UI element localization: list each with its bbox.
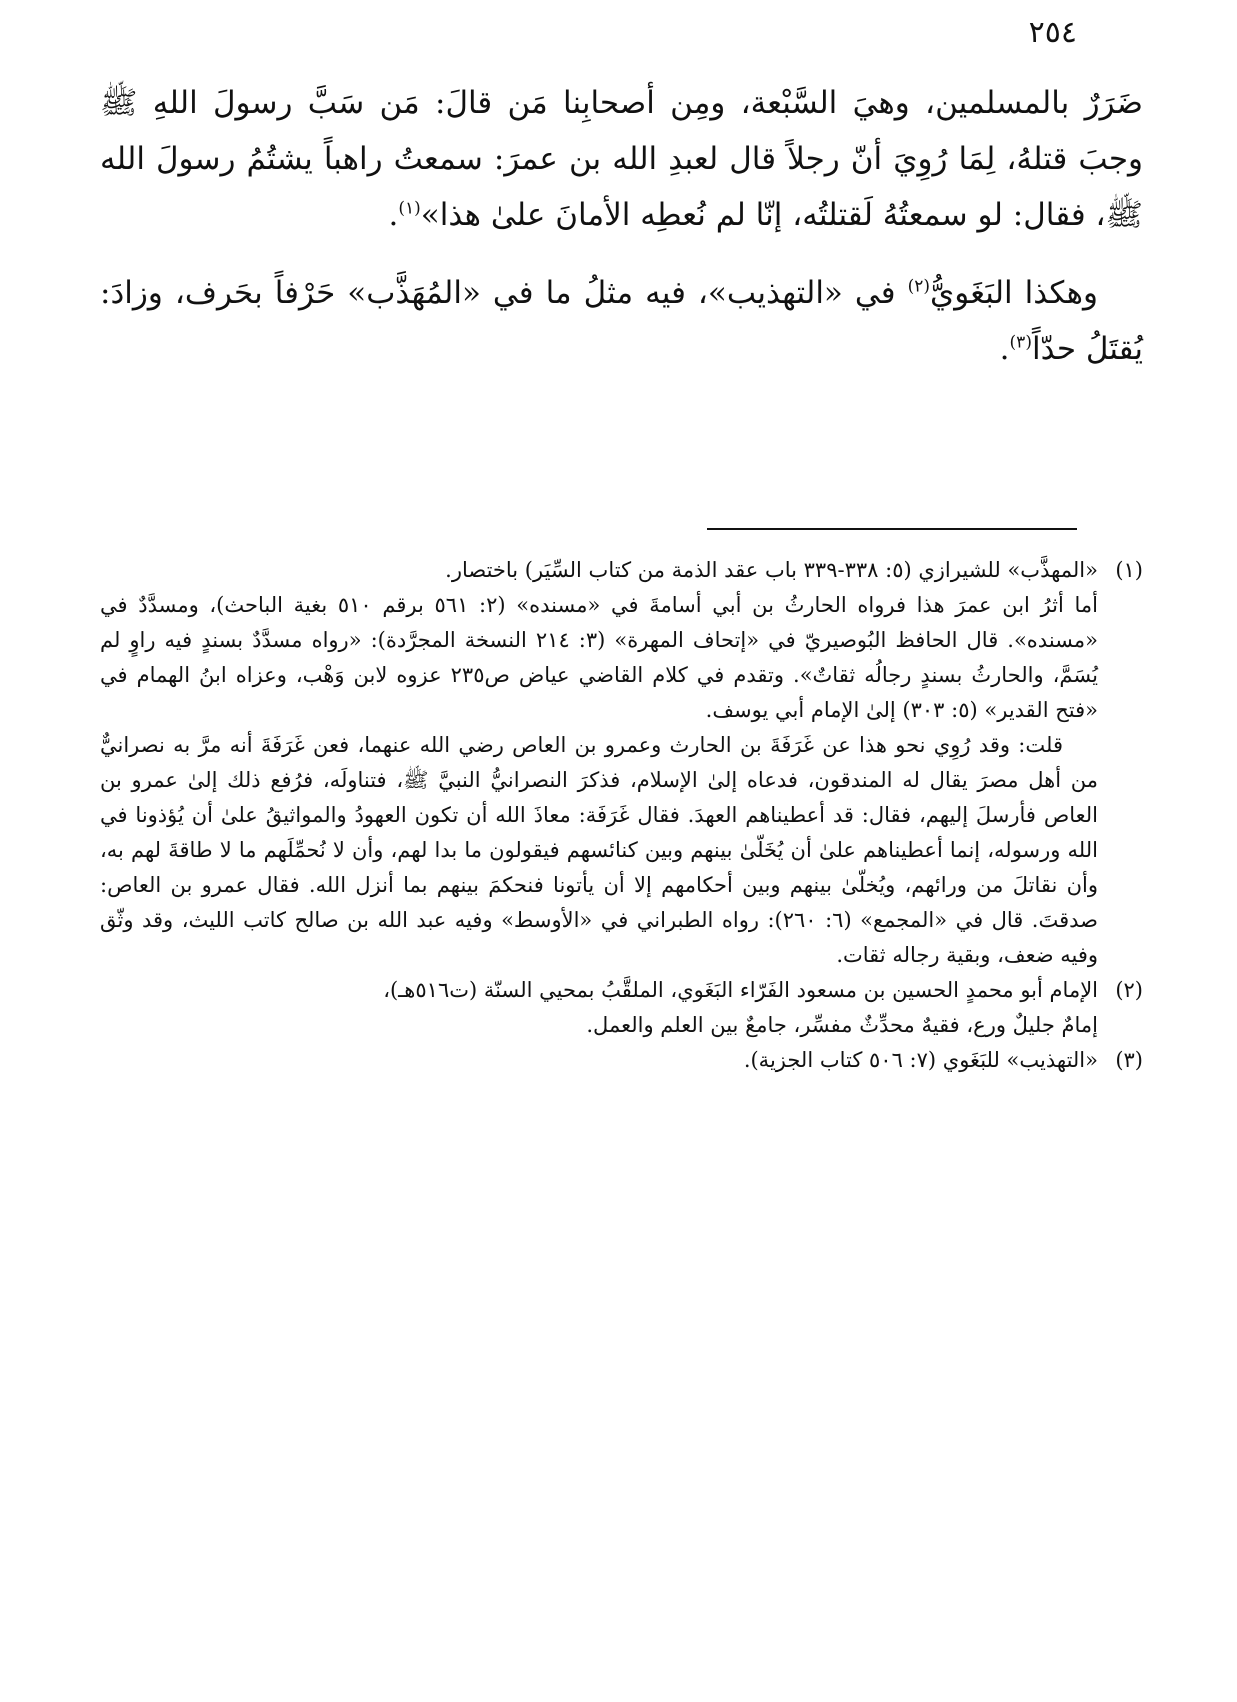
footnote-ref-1[interactable]: (١) bbox=[398, 198, 421, 219]
footnote-separator bbox=[707, 528, 1077, 530]
paragraph-2-end: . bbox=[999, 331, 1010, 367]
footnote-ref-3[interactable]: (٣) bbox=[1009, 332, 1032, 353]
footnote-2-line-1: الإمام أبو محمدٍ الحسين بن مسعود الفَرّاء البَغَوي، الملقَّبُ بمحيي السنّة (ت٥١٦هـ)، bbox=[383, 978, 1098, 1002]
footnote-2 bbox=[100, 973, 1143, 1008]
footnote-ref-2[interactable]: (٢) bbox=[907, 276, 931, 297]
main-paragraph-2 bbox=[100, 265, 1143, 377]
page-number: ٢٥٤ bbox=[1028, 15, 1077, 50]
footnote-2-number: (٢) bbox=[1115, 978, 1143, 1002]
footnote-1 bbox=[100, 553, 1143, 588]
main-text bbox=[100, 75, 1143, 377]
paragraph-2-text-b: في «التهذيب»، فيه مثلُ ما في «المُهَذَّب» حَرْفاً بحَرف، وزادَ: يُقتَلُ حدّاً bbox=[100, 275, 1143, 367]
footnote-2-line-2: إمامٌ جليلٌ ورع، فقيهٌ محدِّثٌ مفسِّر، جامعٌ بين العلم والعمل. bbox=[586, 1013, 1098, 1037]
footnotes bbox=[100, 553, 1143, 1078]
footnote-3 bbox=[100, 1043, 1143, 1078]
main-paragraph-1 bbox=[100, 75, 1143, 243]
footnote-1-body: أما أثرُ ابن عمرَ هذا فرواه الحارثُ بن أبي أسامةَ في «مسنده» (٢: ٥٦١ برقم ٥١٠ بغية الباحث)، ومسدَّدٌ في «مسنده». قال الحافظ البُوصيريّ في «إتحاف المهرة» (٣: ٢١٤ النسخة المجرَّدة): «رواه مسدَّدٌ بسندٍ فيه راوٍ لم يُسَمَّ، والحارثُ بسندٍ رجالُه ثقاتٌ». وتقدم في كلام القاضي عياض ص٢٣٥ عزوه لابن وَهْب، وعزاه ابنُ الهمام في «فتح القدير» (٥: ٣٠٣) إلىٰ الإمام أبي يوسف. bbox=[100, 593, 1098, 722]
footnote-1-line-1: «المهذَّب» للشيرازي (٥: ٣٣٨-٣٣٩ باب عقد الذمة من كتاب السِّيَر) باختصار. bbox=[445, 558, 1098, 582]
footnote-3-line-1: «التهذيب» للبَغَوي (٧: ٥٠٦ كتاب الجزية). bbox=[743, 1048, 1098, 1072]
footnote-3-number: (٣) bbox=[1115, 1048, 1143, 1072]
paragraph-2-text-a: وهكذا البَغَويُّ bbox=[930, 275, 1098, 311]
footnote-1-number: (١) bbox=[1115, 558, 1143, 582]
paragraph-1-text: ضَرَرٌ بالمسلمين، وهيَ السَّبْعة، ومِن أصحابِنا مَن قالَ: مَن سَبَّ رسولَ اللهِ ﷺ وجبَ قتلهُ، لِمَا رُوِيَ أنّ رجلاً قال لعبدِ الله بن عمرَ: سمعتُ راهباً يشتُمُ رسولَ الله ﷺ، فقال: لو سمعتُهُ لَقتلتُه، إنّا لم نُعطِه الأمانَ علىٰ هذا» bbox=[100, 85, 1143, 233]
footnote-1-note: قلت: وقد رُوِي نحو هذا عن غَرَفَةَ بن الحارث وعمرو بن العاص رضي الله عنهما، فعن غَرَفَةَ أنه مرَّ به نصرانيٌّ من أهل مصرَ يقال له المندقون، فدعاه إلىٰ الإسلام، فذكرَ النصرانيُّ النبيَّ ﷺ، فتناولَه، فرُفع ذلك إلىٰ عمرو بن العاص فأرسلَ إليهم، فقال: قد أعطيناهم العهدَ. فقال غَرَفَة: معاذَ الله أن تكون العهودُ والمواثيقُ علىٰ أن يُؤذونا في الله ورسوله، إنما أعطيناهم علىٰ أن يُخَلّىٰ بينهم وبين كنائسهم فيقولون ما بدا لهم، وأن لا نُحمِّلَهم ما لا طاقةَ لهم به، وأن نقاتلَ من ورائهم، ويُخلّىٰ بينهم وبين أحكامهم إلا أن يأتونا فنحكمَ بينهم بما أنزل الله. فقال عمرو بن العاص: صدقتَ. قال في «المجمع» (٦: ٢٦٠): رواه الطبراني في «الأوسط» وفيه عبد الله بن صالح كاتب الليث، وقد وثّق وفيه ضعف، وبقية رجاله ثقات. bbox=[100, 733, 1099, 967]
paragraph-1-end: . bbox=[388, 197, 399, 233]
